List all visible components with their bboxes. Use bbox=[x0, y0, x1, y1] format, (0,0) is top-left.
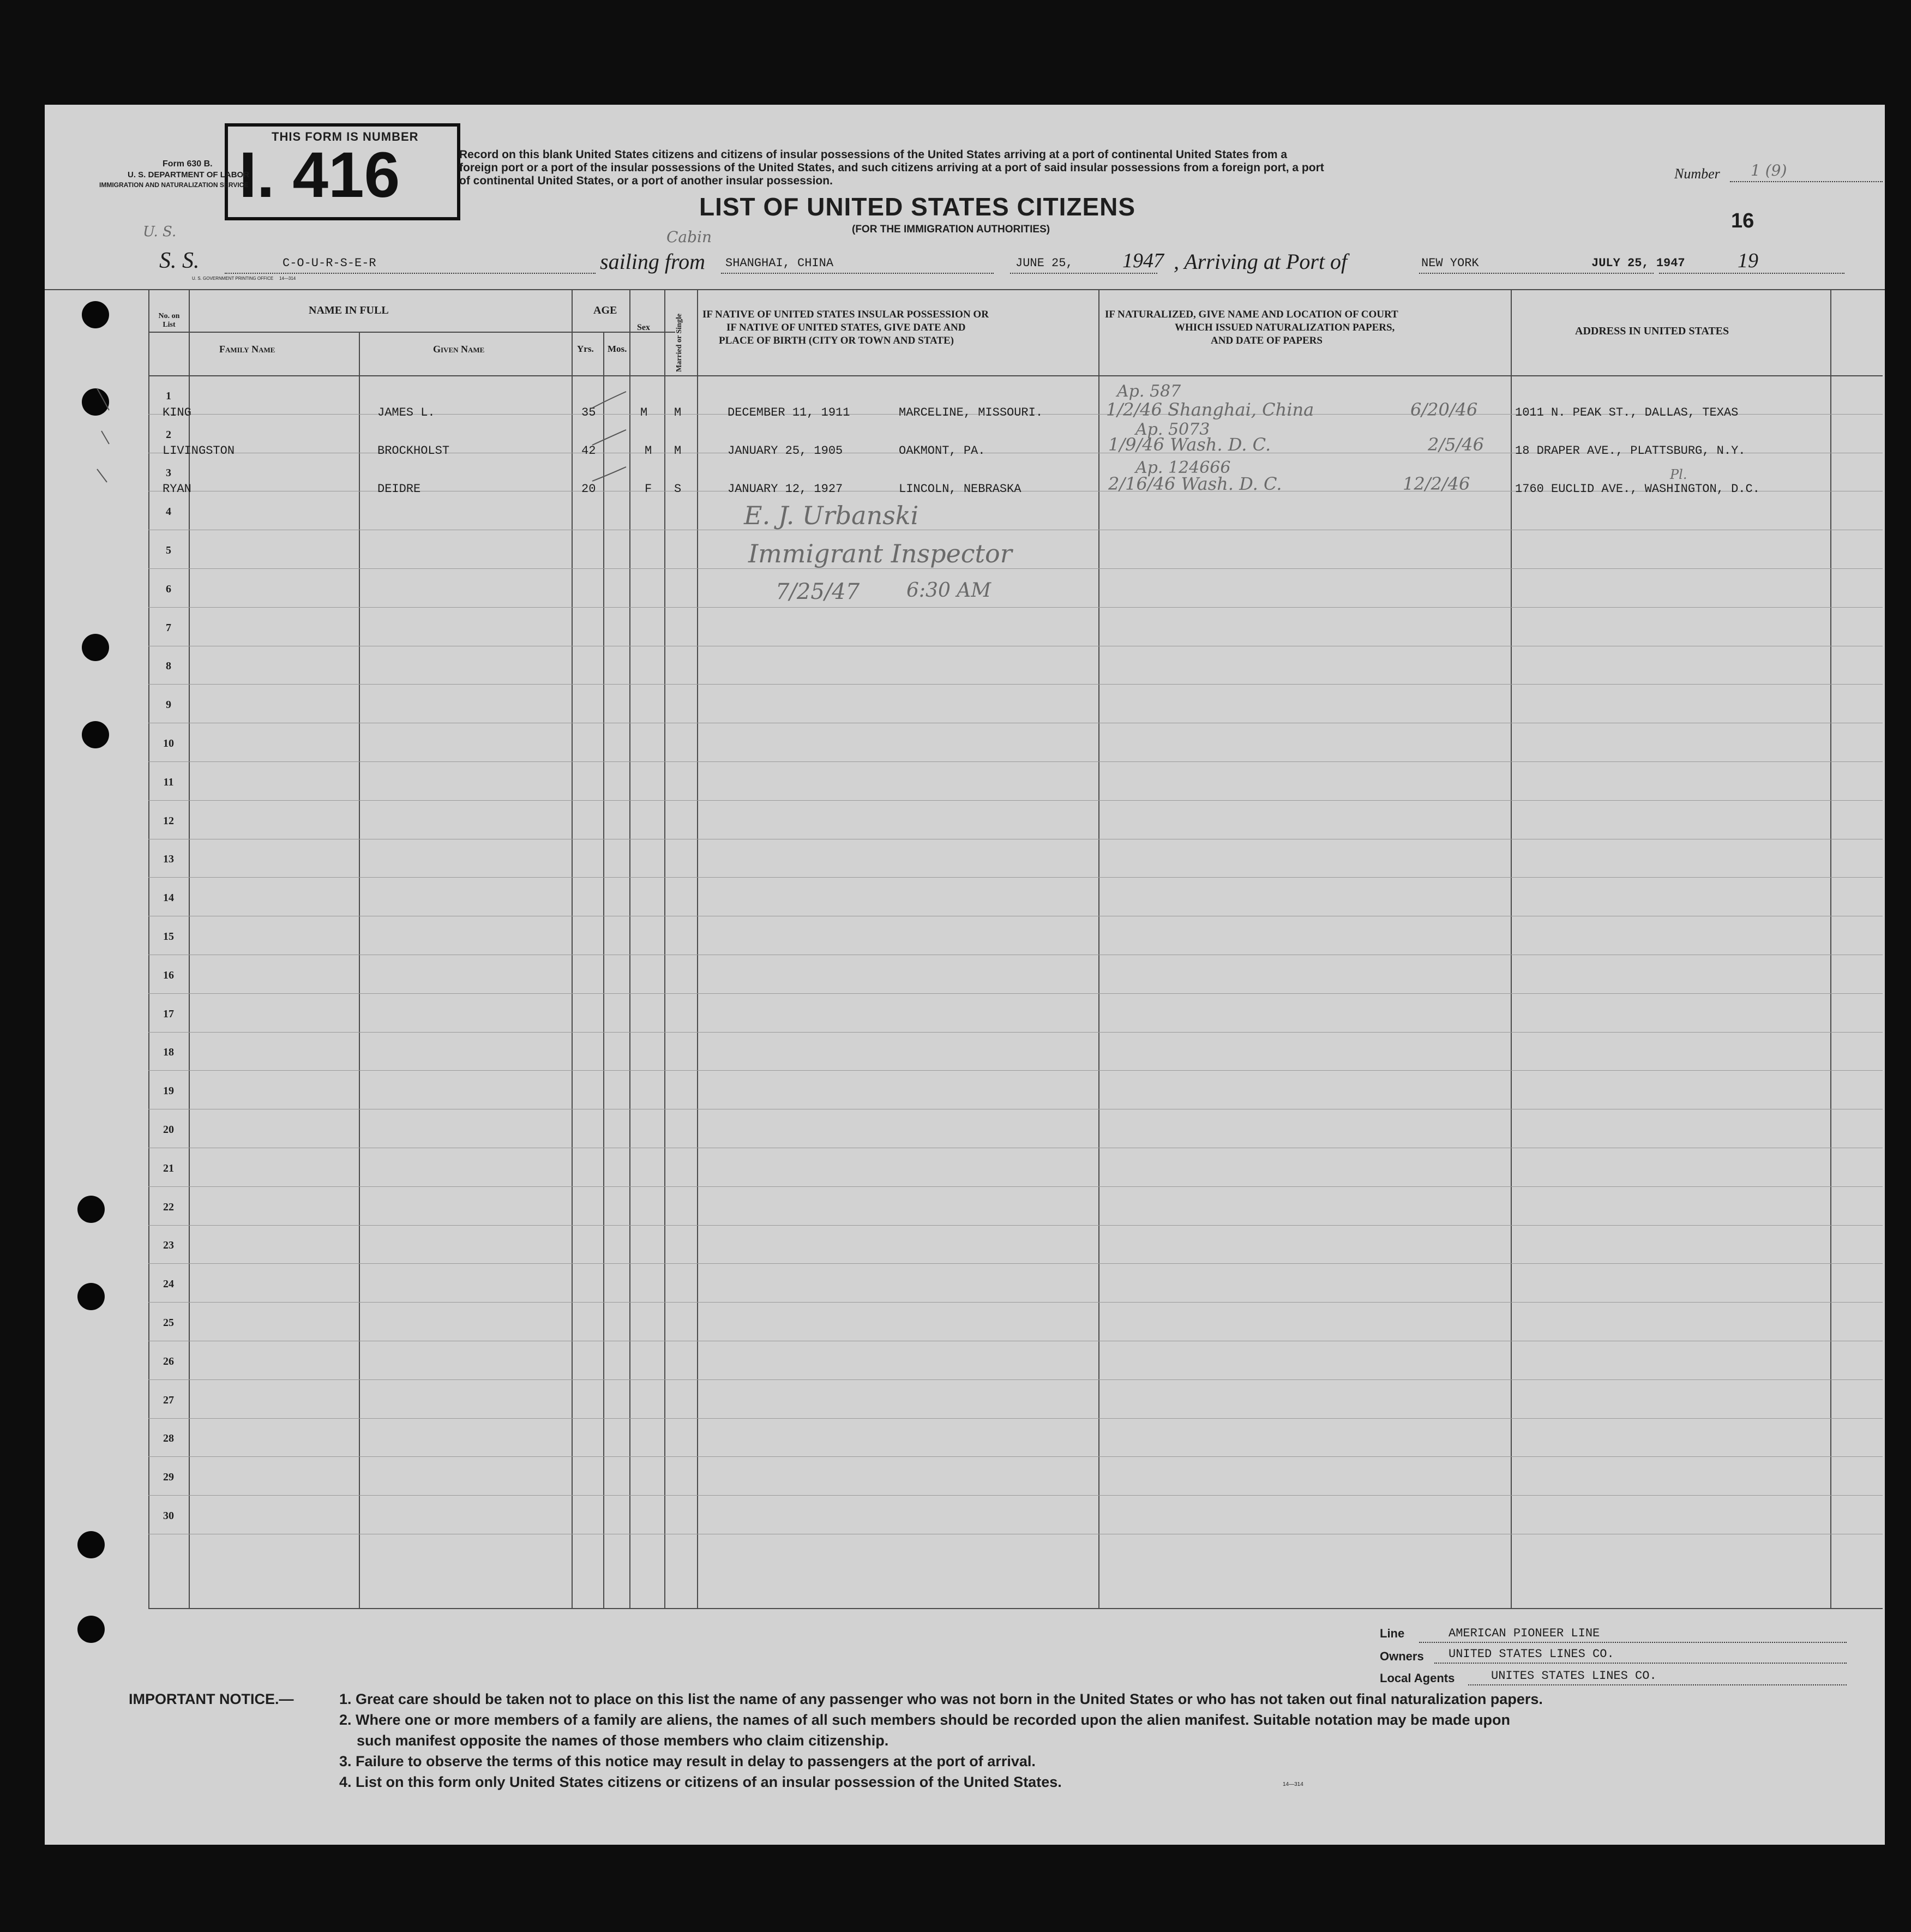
line-number: 12 bbox=[163, 814, 174, 827]
page-subtitle: (FOR THE IMMIGRATION AUTHORITIES) bbox=[852, 224, 1050, 235]
header-birth: IF NATIVE OF UNITED STATES, GIVE DATE AND bbox=[726, 322, 966, 333]
punch-hole bbox=[82, 634, 109, 661]
line-number: 19 bbox=[163, 1085, 174, 1097]
line-number: 22 bbox=[163, 1201, 174, 1213]
departure-year: 1947 bbox=[1122, 249, 1164, 272]
notice-item: 1. Great care should be taken not to place on this list the name of any passenger who was not born in the United States or who has not taken out final naturalization papers. bbox=[339, 1691, 1543, 1707]
header-address: ADDRESS IN UNITED STATES bbox=[1575, 325, 1729, 337]
given-name: DEIDRE bbox=[377, 482, 421, 496]
address-note: Pl. bbox=[1670, 467, 1687, 482]
number-value: 1 (9) bbox=[1751, 161, 1787, 179]
header-mos: Mos. bbox=[608, 344, 627, 354]
header-family-name: Family Name bbox=[219, 344, 275, 355]
printing-office: U. S. GOVERNMENT PRINTING OFFICE bbox=[192, 276, 274, 281]
age-years: 20 bbox=[581, 482, 596, 496]
family-name: KING bbox=[163, 406, 191, 419]
row-rule bbox=[148, 1225, 1883, 1226]
notice-item: such manifest opposite the names of those members who claim citizenship. bbox=[357, 1732, 889, 1749]
sheet-number: 16 bbox=[1731, 209, 1754, 232]
ship-prefix: S. S. bbox=[159, 248, 200, 273]
line-number: 9 bbox=[166, 699, 171, 711]
line-number: 27 bbox=[163, 1394, 174, 1406]
notice-code: 14—314 bbox=[1283, 1781, 1303, 1787]
header-no-on-list: No. on List bbox=[158, 312, 180, 329]
naturalization-cert: Ap. 5073 bbox=[1135, 420, 1210, 439]
row-rule bbox=[148, 1263, 1883, 1264]
notice-item: 3. Failure to observe the terms of this notice may result in delay to passengers at the port of arrival. bbox=[339, 1753, 1036, 1769]
line-number: 20 bbox=[163, 1124, 174, 1136]
naturalization-date: 6/20/46 bbox=[1410, 399, 1478, 420]
header-age: AGE bbox=[593, 304, 617, 316]
birth-date: JANUARY 12, 1927 bbox=[728, 482, 843, 496]
row-rule bbox=[148, 1186, 1883, 1187]
row-rule bbox=[148, 684, 1883, 685]
sailing-label: sailing from bbox=[600, 249, 705, 274]
row-rule bbox=[148, 1418, 1883, 1419]
birth-place: MARCELINE, MISSOURI. bbox=[899, 406, 1043, 419]
agents-label: Local Agents bbox=[1380, 1671, 1455, 1685]
number-label: Number bbox=[1674, 166, 1720, 182]
row-rule bbox=[148, 761, 1883, 762]
given-name: BROCKHOLST bbox=[377, 444, 450, 458]
ship-name: C-O-U-R-S-E-R bbox=[283, 256, 376, 270]
owners-value: UNITED STATES LINES CO. bbox=[1449, 1647, 1614, 1661]
line-number: 7 bbox=[166, 621, 171, 634]
departure-date: JUNE 25, bbox=[1015, 256, 1073, 270]
check-marks bbox=[45, 105, 699, 519]
inspection-time: 6:30 AM bbox=[906, 579, 991, 602]
line-number: 11 bbox=[163, 776, 174, 788]
header-birth: PLACE OF BIRTH (CITY OR TOWN AND STATE) bbox=[719, 335, 954, 346]
line-number: 17 bbox=[163, 1007, 174, 1020]
notice-item: 4. List on this form only United States citizens or citizens of an insular possession of the United States. bbox=[339, 1774, 1062, 1790]
service: IMMIGRATION AND NATURALIZATION SERVICE bbox=[99, 181, 249, 189]
printing-code: 14—314 bbox=[279, 276, 296, 281]
line-number: 23 bbox=[163, 1239, 174, 1252]
line-number: 29 bbox=[163, 1471, 174, 1484]
row-rule bbox=[148, 1032, 1883, 1033]
address: 18 DRAPER AVE., PLATTSBURG, N.Y. bbox=[1515, 444, 1746, 458]
form-no: Form 630 B. bbox=[163, 159, 213, 169]
family-name: RYAN bbox=[163, 482, 191, 496]
marital-status: M bbox=[674, 406, 682, 419]
address: 1760 EUCLID AVE., WASHINGTON, D.C. bbox=[1515, 482, 1760, 496]
line-number: 25 bbox=[163, 1317, 174, 1329]
naturalization-cert: Ap. 587 bbox=[1117, 382, 1181, 401]
birth-date: DECEMBER 11, 1911 bbox=[728, 406, 850, 419]
notice-heading: IMPORTANT NOTICE.— bbox=[129, 1691, 294, 1707]
line-number: 8 bbox=[166, 660, 171, 673]
row-rule bbox=[148, 568, 1883, 569]
header-given-name: Given Name bbox=[433, 344, 485, 355]
birth-place: LINCOLN, NEBRASKA bbox=[899, 482, 1021, 496]
line-number: 28 bbox=[163, 1432, 174, 1445]
naturalization-date: 2/5/46 bbox=[1428, 434, 1484, 455]
header-yrs: Yrs. bbox=[577, 344, 594, 354]
birth-date: JANUARY 25, 1905 bbox=[728, 444, 843, 458]
punch-hole bbox=[77, 1616, 105, 1643]
ship-annotation: U. S. bbox=[143, 224, 177, 240]
row-rule bbox=[148, 800, 1883, 801]
line-number: 10 bbox=[163, 737, 174, 749]
line-number: 1 bbox=[166, 389, 171, 402]
arrival-port: NEW YORK bbox=[1421, 256, 1479, 270]
arrival-date: JULY 25, 1947 bbox=[1591, 256, 1685, 270]
row-rule bbox=[148, 607, 1883, 608]
header-birth: IF NATIVE OF UNITED STATES INSULAR POSSESSION OR bbox=[702, 309, 989, 320]
instruction-line: foreign port or a port of the insular possessions of the United States, and such citizens arriving at a port of said insular possessions from a foreign port, a port bbox=[459, 161, 1324, 174]
sex: M bbox=[640, 406, 648, 419]
line-number: 13 bbox=[163, 853, 174, 866]
line-number: 30 bbox=[163, 1510, 174, 1522]
naturalization-court: 1/9/46 Wash. D. C. bbox=[1108, 434, 1271, 455]
age-years: 42 bbox=[581, 444, 596, 458]
punch-hole bbox=[77, 1531, 105, 1558]
line-value: AMERICAN PIONEER LINE bbox=[1449, 1627, 1600, 1640]
sex: M bbox=[645, 444, 652, 458]
row-rule bbox=[148, 1456, 1883, 1457]
class-annotation: Cabin bbox=[666, 228, 712, 246]
header-sex: Sex bbox=[637, 323, 650, 332]
header-naturalized: AND DATE OF PAPERS bbox=[1211, 335, 1323, 346]
line-number: 14 bbox=[163, 892, 174, 904]
stamp-number: I. 416 bbox=[239, 139, 400, 211]
row-rule bbox=[148, 877, 1883, 878]
punch-hole bbox=[77, 1283, 105, 1310]
line-number: 6 bbox=[166, 583, 171, 595]
sailing-from: SHANGHAI, CHINA bbox=[725, 256, 834, 270]
arrival-year-prefix: 19 bbox=[1738, 249, 1758, 272]
department: U. S. DEPARTMENT OF LABOR bbox=[128, 170, 250, 179]
row-rule bbox=[148, 1379, 1883, 1380]
age-years: 35 bbox=[581, 406, 596, 419]
inspection-date: 7/25/47 bbox=[776, 579, 860, 604]
punch-hole bbox=[82, 721, 109, 748]
line-number: 3 bbox=[166, 467, 171, 479]
header-naturalized: WHICH ISSUED NATURALIZATION PAPERS, bbox=[1175, 322, 1395, 333]
instruction-line: Record on this blank United States citizens and citizens of insular possessions of the United States arriving at a port of continental United States from a bbox=[459, 148, 1288, 161]
row-rule bbox=[148, 1302, 1883, 1303]
header-married-or-single: Married or Single bbox=[675, 313, 683, 372]
naturalization-court: 1/2/46 Shanghai, China bbox=[1106, 399, 1314, 420]
row-rule bbox=[148, 1070, 1883, 1071]
line-number: 5 bbox=[166, 544, 171, 556]
marital-status: M bbox=[674, 444, 682, 458]
line-number: 2 bbox=[166, 428, 171, 441]
family-name: LIVINGSTON bbox=[163, 444, 235, 458]
header-name-in-full: NAME IN FULL bbox=[309, 304, 389, 316]
owners-label: Owners bbox=[1380, 1649, 1424, 1663]
sex: F bbox=[645, 482, 652, 496]
manifest-page bbox=[45, 105, 1885, 1845]
agents-value: UNITES STATES LINES CO. bbox=[1491, 1669, 1657, 1683]
line-number: 21 bbox=[163, 1162, 174, 1174]
notice-item: 2. Where one or more members of a family are aliens, the names of all such members should be recorded upon the alien manifest. Suitable notation may be made upon bbox=[339, 1712, 1511, 1728]
line-number: 16 bbox=[163, 969, 174, 981]
page-title: LIST OF UNITED STATES CITIZENS bbox=[699, 193, 1136, 221]
line-number: 24 bbox=[163, 1278, 174, 1291]
row-rule bbox=[148, 1495, 1883, 1496]
inspector-title: Immigrant Inspector bbox=[748, 539, 1012, 568]
inspector-name: E. J. Urbanski bbox=[744, 501, 919, 530]
line-number: 15 bbox=[163, 931, 174, 943]
header-naturalized: IF NATURALIZED, GIVE NAME AND LOCATION OF COURT bbox=[1105, 309, 1398, 320]
marital-status: S bbox=[674, 482, 682, 496]
given-name: JAMES L. bbox=[377, 406, 435, 419]
naturalization-court: 2/16/46 Wash. D. C. bbox=[1108, 473, 1282, 494]
instruction-line: of continental United States, or a port of another insular possession. bbox=[459, 175, 833, 187]
line-number: 18 bbox=[163, 1046, 174, 1059]
line-label: Line bbox=[1380, 1627, 1405, 1640]
naturalization-date: 12/2/46 bbox=[1403, 473, 1470, 494]
naturalization-cert: Ap. 124666 bbox=[1135, 458, 1231, 477]
arriving-label: , Arriving at Port of bbox=[1174, 249, 1348, 274]
punch-hole bbox=[77, 1196, 105, 1223]
stamp-caption: THIS FORM IS NUMBER bbox=[272, 130, 419, 143]
line-number: 4 bbox=[166, 506, 171, 518]
row-rule bbox=[148, 993, 1883, 994]
line-number: 26 bbox=[163, 1355, 174, 1367]
address: 1011 N. PEAK ST., DALLAS, TEXAS bbox=[1515, 406, 1739, 419]
birth-place: OAKMONT, PA. bbox=[899, 444, 985, 458]
